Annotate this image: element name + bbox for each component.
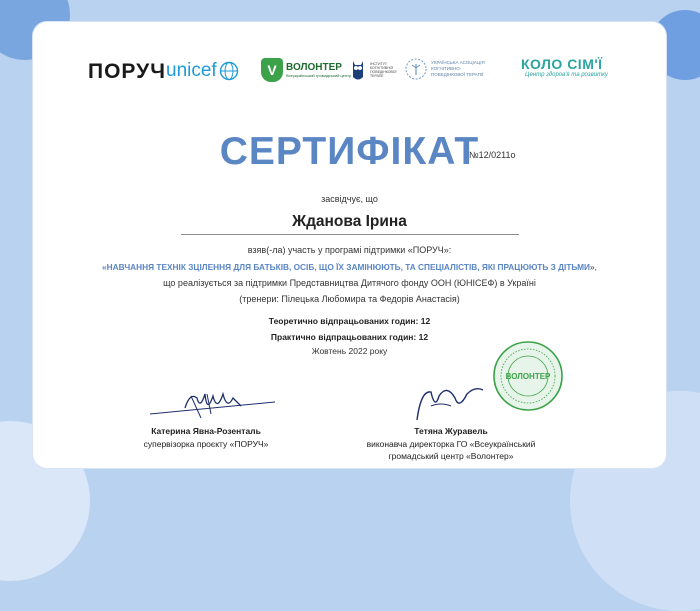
association-logo (405, 58, 493, 80)
poruch-logo (88, 60, 166, 84)
signer-name: Катерина Явна-Розенталь (151, 426, 261, 436)
certificate-date: Жовтень 2022 року (311, 346, 388, 356)
signature-image (145, 384, 285, 424)
unicef-logo-text: unicef (166, 60, 217, 81)
stamp-seal (492, 340, 564, 412)
owl-icon (350, 58, 366, 82)
institute-logo-text: ІНСТИТУТ КОГНІТИВНОЇ ПОВЕДІНКОВОЇ ТЕРАПІЇ (370, 61, 397, 79)
certifies-text: засвідчує, що (321, 194, 378, 204)
signer-role: виконавча директорка ГО «Всеукраїнський громадський центр «Волонтер» (366, 439, 536, 461)
signer-role: супервізорка проєкту «ПОРУЧ» (143, 439, 269, 449)
signer-name: Тетяна Журавель (414, 426, 488, 436)
globe-icon (219, 61, 239, 81)
partner-logos (33, 56, 666, 96)
volonter-logo-subtext: Всеукраїнський громадський центр (286, 73, 352, 78)
program-title-quote-open: « (102, 262, 107, 272)
participation-text: взяв(-ла) участь у програмі підтримки «ПОРУЧ»: (247, 245, 452, 255)
tree-icon (405, 58, 427, 80)
signer-supervisor (121, 426, 291, 451)
program-title (33, 262, 666, 272)
theory-hours: Теоретично відпрацьованих годин: 12 (268, 316, 431, 326)
institute-logo (350, 58, 404, 82)
support-text: що реалізується за підтримки Представництва Дитячого фонду ООН (ЮНІСЕФ) в Україні (163, 278, 536, 288)
volonter-logo (261, 58, 351, 82)
volonter-badge-icon: V (261, 58, 283, 82)
certificate-title: СЕРТИФІКАТ (219, 130, 480, 173)
certificate-number: №12/0211о (469, 150, 516, 160)
program-title-quote-close: », (590, 262, 597, 272)
signature-image (411, 380, 491, 426)
name-underline (181, 234, 519, 235)
trainers-text: (тренери: Пілецька Любомира та Федорів Анастасія) (239, 294, 460, 304)
recipient-name: Жданова Ірина (292, 213, 407, 230)
unicef-logo (166, 60, 239, 82)
volonter-logo-text: ВОЛОНТЕР (286, 62, 342, 73)
practice-hours: Практично відпрацьованих годин: 12 (270, 332, 429, 342)
program-title-text: НАВЧАННЯ ТЕХНІК ЗЦІЛЕННЯ ДЛЯ БАТЬКІВ, ОСІБ, ЩО ЇХ ЗАМІНЮЮТЬ, ТА СПЕЦІАЛІСТІВ, ЯКІ ПРАЦЮЮТЬ З ДІТЬМИ (106, 262, 591, 272)
stamp-text: ВОЛОНТЕР (505, 372, 551, 381)
kolo-simi-logo-text: КОЛО СІМ'Ї (521, 56, 603, 72)
kolo-simi-logo (521, 56, 608, 78)
kolo-simi-logo-subtext: Центр здоров'я та розвитку (525, 72, 608, 78)
poruch-logo-text: ПОРУЧ (88, 60, 166, 83)
association-logo-text: УКРАЇНСЬКА АСОЦІАЦІЯ КОГНІТИВНО-ПОВЕДІНКОВОЇ ТЕРАПІЇ (431, 60, 485, 77)
certificate-card (33, 22, 666, 468)
signer-director (351, 426, 551, 463)
